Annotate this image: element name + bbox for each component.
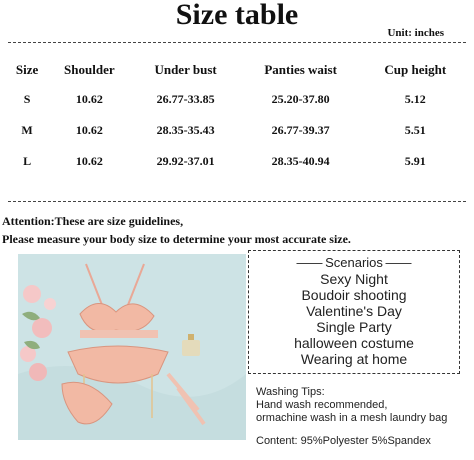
scenarios-box — [248, 250, 460, 374]
scenario-item: Boudoir shooting — [301, 287, 407, 303]
cell-panties-waist: 28.35-40.94 — [271, 154, 330, 168]
cell-shoulder: 10.62 — [75, 92, 103, 106]
header-shoulder: Shoulder — [64, 62, 115, 77]
scenario-item: Wearing at home — [300, 351, 408, 367]
product-photo — [18, 254, 246, 440]
washing-title: Washing Tips: — [256, 386, 325, 398]
cell-panties-waist: 25.20-37.80 — [271, 92, 330, 106]
cell-under-bust: 28.35-35.43 — [156, 123, 215, 137]
scenarios-title: —— Scenarios —— — [296, 255, 412, 270]
attention-line-1: Attention:These are size guidelines, — [2, 214, 184, 228]
top-divider — [8, 42, 466, 43]
washing-tips — [256, 386, 468, 448]
bottom-divider — [8, 201, 466, 202]
table-header-row — [8, 56, 468, 84]
cell-shoulder: 10.62 — [75, 154, 103, 168]
cell-cup-height: 5.51 — [404, 123, 426, 137]
scenario-item: halloween costume — [294, 335, 414, 351]
cell-cup-height: 5.12 — [404, 92, 426, 106]
header-size: Size — [15, 62, 39, 77]
scenario-item: Valentine's Day — [306, 303, 402, 319]
washing-line-2: ormachine wash in a mesh laundry bag — [256, 412, 448, 424]
cell-size: L — [23, 154, 32, 168]
scenario-item: Single Party — [316, 319, 392, 335]
scenario-item: Sexy Night — [320, 271, 388, 287]
cell-size: S — [23, 92, 31, 106]
cell-under-bust: 29.92-37.01 — [156, 154, 215, 168]
size-table — [8, 56, 468, 177]
cell-size: M — [21, 123, 33, 137]
header-panties-waist: Panties waist — [264, 62, 337, 77]
cell-under-bust: 26.77-33.85 — [156, 92, 215, 106]
table-row — [8, 115, 468, 146]
header-cup-height: Cup height — [384, 62, 447, 77]
cell-panties-waist: 26.77-39.37 — [271, 123, 330, 137]
page-title: Size table — [175, 0, 299, 31]
content-info: Content: 95%Polyester 5%Spandex — [256, 435, 431, 447]
table-row — [8, 84, 468, 115]
attention-line-2: Please measure your body size to determine your most accurate size. — [2, 232, 351, 246]
table-row — [8, 146, 468, 177]
cell-shoulder: 10.62 — [75, 123, 103, 137]
header-under-bust: Under bust — [154, 62, 217, 77]
washing-line-1: Hand wash recommended, — [256, 399, 388, 411]
cell-cup-height: 5.91 — [404, 154, 426, 168]
unit-label: Unit: inches — [387, 27, 444, 39]
